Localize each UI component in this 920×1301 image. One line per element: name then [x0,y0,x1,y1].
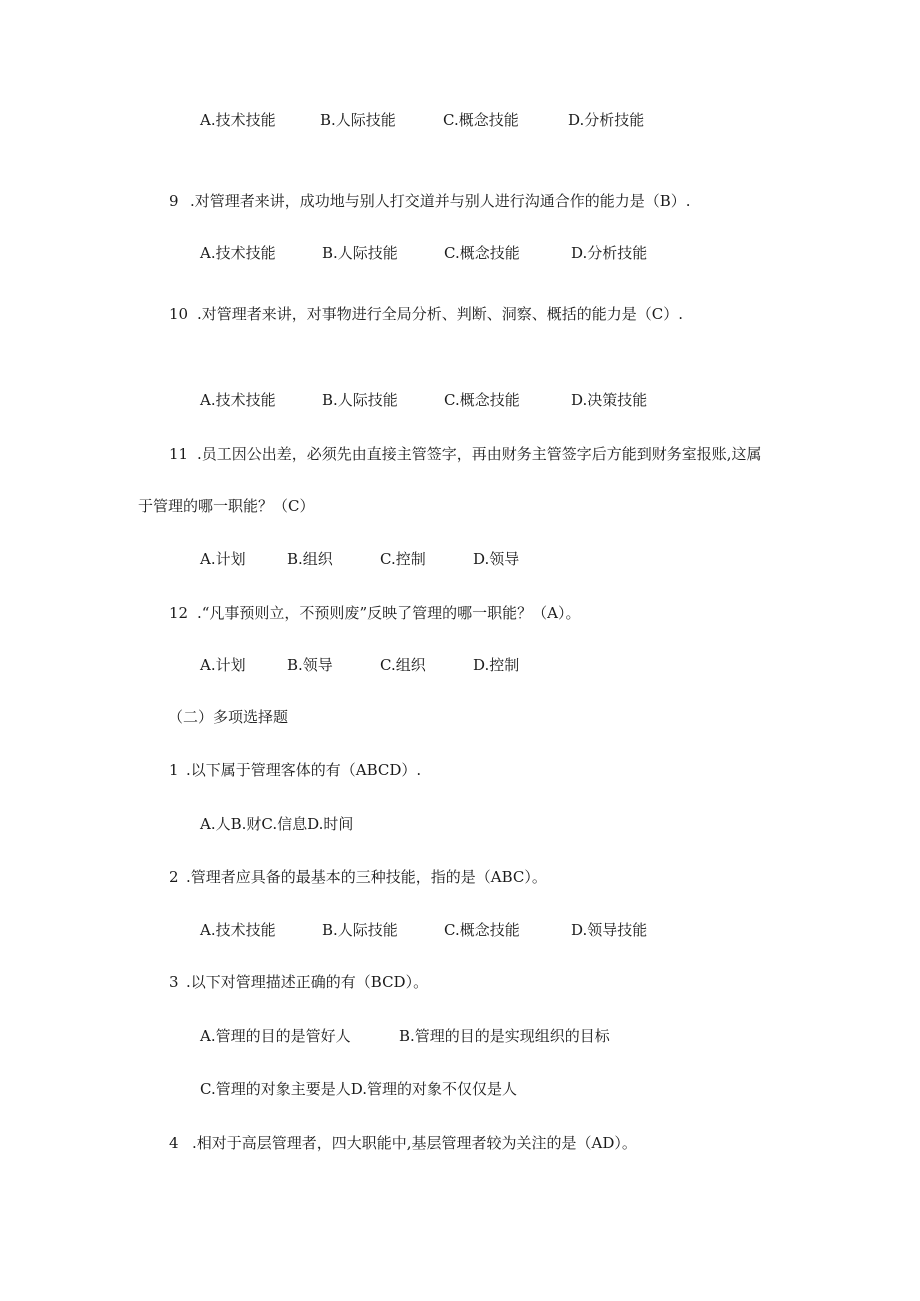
option-a: A.技术技能 [200,244,276,262]
question-number: 11 [169,445,189,463]
option-c: C.组织 [380,656,426,674]
question-text: .对管理者来讲，对事物进行全局分析、判断、洞察、概括的能力是（C）. [197,305,684,323]
option-b: B.管理的目的是实现组织的目标 [399,1027,610,1045]
option-a: A.计划 [200,656,246,674]
question-text: .相对于高层管理者，四大职能中,基层管理者较为关注的是（AD）。 [192,1134,637,1152]
option-a: A.管理的目的是管好人 [200,1027,351,1045]
option-d: D.分析技能 [571,244,648,262]
option-a: A.技术技能 [200,111,276,129]
option-c: C.控制 [380,550,426,568]
option-c: C.概念技能 [444,244,520,262]
option-b: B.人际技能 [322,244,398,262]
option-c: C.概念技能 [443,111,519,129]
options-inline: A.人B.财C.信息D.时间 [200,815,354,833]
question-number: 10 [169,305,189,323]
option-b: B.人际技能 [320,111,396,129]
option-c: C.概念技能 [444,391,520,409]
question-text: .以下对管理描述正确的有（BCD）。 [186,973,429,991]
option-a: A.技术技能 [200,921,276,939]
option-d: D.分析技能 [568,111,645,129]
option-b: B.组织 [287,550,333,568]
option-c: C.概念技能 [444,921,520,939]
question-text: .对管理者来讲，成功地与别人打交道并与别人进行沟通合作的能力是（B）. [190,192,691,210]
option-b: B.领导 [287,656,333,674]
question-number: 3 [169,973,179,991]
question-text: .员工因公出差，必须先由直接主管签字，再由财务主管签字后方能到财务室报账,这属 [197,445,762,463]
question-number: 12 [169,604,189,622]
question-text: .“凡事预则立，不预则废”反映了管理的哪一职能？（A）。 [197,604,581,622]
section-heading: （二）多项选择题 [168,708,289,726]
question-text: .以下属于管理客体的有（ABCD）. [186,761,422,779]
question-number: 2 [169,868,179,886]
option-d: D.领导 [473,550,520,568]
option-d: D.决策技能 [571,391,648,409]
option-b: B.人际技能 [322,921,398,939]
options-row-m3-cd: C.管理的对象主要是人D.管理的对象不仅仅是人 [200,1080,517,1098]
question-number: 4 [169,1134,179,1152]
option-a: A.技术技能 [200,391,276,409]
option-d: D.控制 [473,656,520,674]
question-number: 1 [169,761,179,779]
question-text: .管理者应具备的最基本的三种技能，指的是（ABC）。 [186,868,547,886]
question-number: 9 [169,192,179,210]
option-d: D.领导技能 [571,921,648,939]
question-text-continued: 于管理的哪一职能？（C） [138,497,315,515]
option-a: A.计划 [200,550,246,568]
option-b: B.人际技能 [322,391,398,409]
